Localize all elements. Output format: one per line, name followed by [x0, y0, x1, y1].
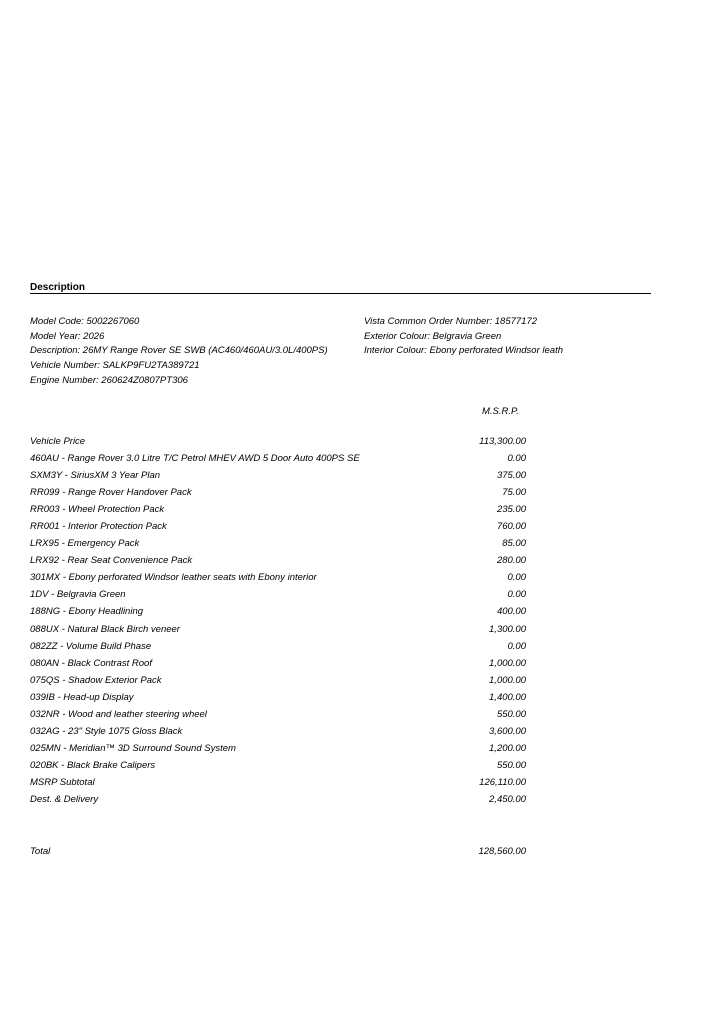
line-item-price: 0.00	[507, 453, 526, 465]
line-item-description: 032NR - Wood and leather steering wheel	[30, 708, 207, 720]
line-item-row	[30, 555, 530, 572]
line-item-row	[30, 658, 530, 675]
line-item-description: Vehicle Price	[30, 436, 86, 447]
line-item-price: 0.00	[507, 572, 526, 584]
line-item-price: 1,000.00	[489, 674, 526, 686]
model-code: Model Code: 5002267060	[30, 316, 140, 327]
line-item-list	[30, 436, 530, 811]
line-item-row	[30, 538, 530, 555]
line-item-price: 75.00	[502, 487, 526, 499]
model-year: Model Year: 2026	[30, 330, 105, 342]
line-item-description: LRX92 - Rear Seat Convenience Pack	[30, 555, 193, 567]
line-item-description: RR001 - Interior Protection Pack	[30, 521, 167, 533]
exterior-colour: Exterior Colour: Belgravia Green	[364, 330, 502, 342]
line-item-row	[30, 794, 530, 811]
line-item-description: LRX95 - Emergency Pack	[30, 538, 140, 550]
vehicle-info-right	[364, 315, 614, 359]
line-item-description: RR003 - Wheel Protection Pack	[30, 504, 165, 516]
line-item-price: 760.00	[496, 521, 526, 533]
line-item-row	[30, 641, 530, 658]
line-item-description: Dest. & Delivery	[30, 793, 99, 805]
line-item-row	[30, 743, 530, 760]
line-item-price: 3,600.00	[489, 725, 526, 737]
line-item-row	[30, 726, 530, 743]
line-item-row	[30, 572, 530, 589]
line-item-description: 1DV - Belgravia Green	[30, 589, 126, 601]
line-item-price: 1,300.00	[489, 623, 526, 635]
total-row	[30, 846, 530, 860]
interior-colour: Interior Colour: Ebony perforated Windsor leath	[364, 345, 563, 357]
line-item-row	[30, 487, 530, 504]
line-item-row	[30, 709, 530, 726]
line-item-price: 235.00	[496, 504, 526, 516]
order-number: Vista Common Order Number: 18577172	[364, 316, 538, 327]
line-item-row	[30, 760, 530, 777]
line-item-row	[30, 521, 530, 538]
line-item-description: 039IB - Head-up Display	[30, 691, 134, 703]
line-item-row	[30, 624, 530, 641]
line-item-price: 400.00	[496, 606, 526, 618]
line-item-price: 126,110.00	[479, 776, 526, 788]
line-item-price: 375.00	[496, 470, 526, 482]
line-item-price: 85.00	[502, 538, 526, 550]
line-item-description: RR099 - Range Rover Handover Pack	[30, 487, 192, 499]
engine-number: Engine Number: 260624Z0807PT306	[30, 374, 188, 386]
price-column-header: M.S.R.P.	[482, 406, 519, 417]
line-item-row	[30, 777, 530, 794]
line-item-price: 280.00	[496, 555, 526, 567]
line-item-price: 0.00	[507, 640, 526, 652]
heading-divider	[30, 293, 651, 294]
line-item-price: 1,400.00	[489, 691, 526, 703]
line-item-price: 1,200.00	[489, 742, 526, 754]
line-item-price: 2,450.00	[489, 793, 526, 805]
line-item-row	[30, 453, 530, 470]
line-item-description: MSRP Subtotal	[30, 776, 95, 788]
line-item-description: 460AU - Range Rover 3.0 Litre T/C Petrol MHEV AWD 5 Door Auto 400PS SE	[30, 453, 360, 465]
vehicle-info-left	[30, 315, 360, 389]
line-item-price: 0.00	[507, 589, 526, 601]
line-item-row	[30, 589, 530, 606]
vehicle-description: Description: 26MY Range Rover SE SWB (AC460/460AU/3.0L/400PS)	[30, 345, 328, 357]
line-item-description: 082ZZ - Volume Build Phase	[30, 640, 152, 652]
line-item-row	[30, 675, 530, 692]
line-item-row	[30, 504, 530, 521]
line-item-description: 080AN - Black Contrast Roof	[30, 657, 152, 669]
line-item-description: SXM3Y - SiriusXM 3 Year Plan	[30, 470, 161, 482]
line-item-description: 301MX - Ebony perforated Windsor leather seats with Ebony interior	[30, 572, 317, 584]
line-item-price: 113,300.00	[479, 436, 526, 447]
line-item-price: 550.00	[496, 708, 526, 720]
section-heading: Description	[30, 282, 86, 293]
line-item-description: 025MN - Meridian™ 3D Surround Sound System	[30, 742, 236, 754]
line-item-row	[30, 606, 530, 623]
line-item-row	[30, 470, 530, 487]
line-item-price: 1,000.00	[489, 657, 526, 669]
total-price: 128,560.00	[478, 846, 526, 857]
vehicle-number: Vehicle Number: SALKP9FU2TA389721	[30, 360, 200, 372]
total-label: Total	[30, 846, 51, 857]
line-item-price: 550.00	[496, 759, 526, 771]
line-item-description: 020BK - Black Brake Calipers	[30, 759, 156, 771]
line-item-description: 032AG - 23" Style 1075 Gloss Black	[30, 725, 183, 737]
line-item-row	[30, 436, 530, 453]
line-item-description: 075QS - Shadow Exterior Pack	[30, 674, 162, 686]
line-item-row	[30, 692, 530, 709]
line-item-description: 188NG - Ebony Headlining	[30, 606, 144, 618]
line-item-description: 088UX - Natural Black Birch veneer	[30, 623, 180, 635]
